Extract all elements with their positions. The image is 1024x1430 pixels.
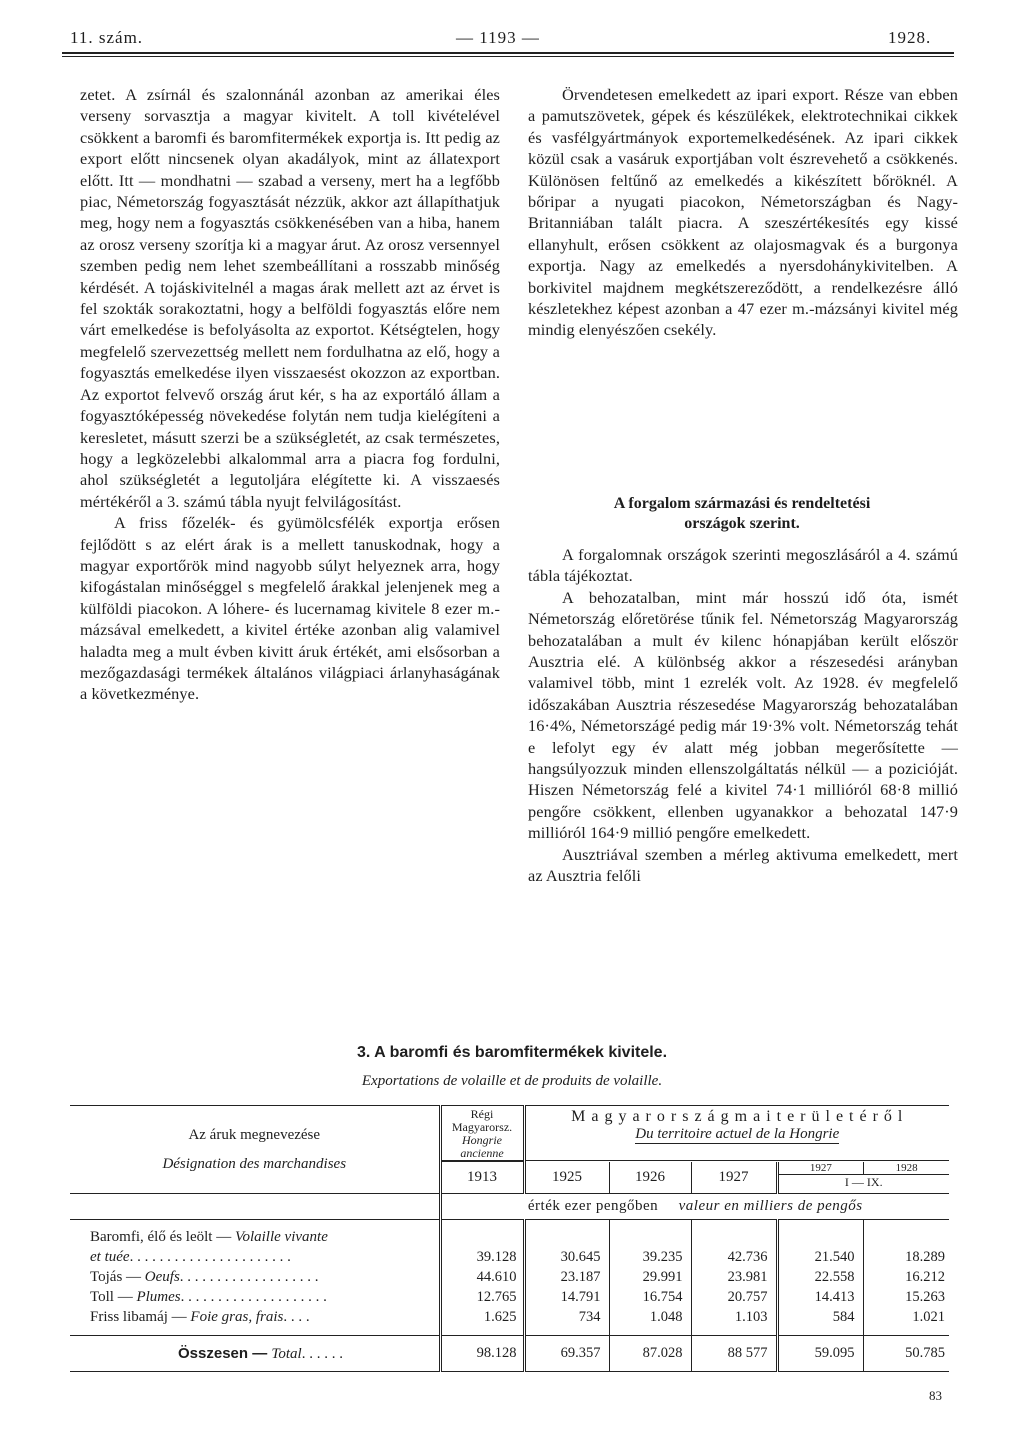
row-name-hu: Toll — [90, 1289, 137, 1305]
period-header [777, 1162, 949, 1194]
cell-value: 21.540 [777, 1248, 863, 1268]
row-name-fr: Oeufs [144, 1269, 180, 1285]
year-1927: 1927 [691, 1162, 777, 1194]
cell-value: 20.757 [691, 1288, 777, 1308]
cell-value: 1.625 [440, 1308, 524, 1328]
table-title: 3. A baromfi és baromfitermékek kivitele. [356, 1044, 668, 1061]
row-name-fr: Plumes [136, 1289, 181, 1305]
total-name-hu: Összesen — [178, 1344, 272, 1362]
row-dots: . . . . [283, 1309, 310, 1325]
unit-hu: érték ezer pengőben [527, 1198, 659, 1214]
page-header-year: 1928. [888, 28, 932, 47]
header-desc-hu: Az áruk megnevezése [188, 1126, 321, 1143]
right-column-bottom [528, 544, 958, 887]
section-heading-line: A forgalom származási és rendeltetési [613, 495, 871, 512]
paragraph: A forgalomnak országok szerinti megoszlásáról a 4. számú tábla tájékoztat. [528, 545, 958, 586]
total-value: 59.095 [777, 1336, 863, 1372]
table-row [70, 1308, 949, 1328]
total-value: 69.357 [524, 1336, 609, 1372]
row-dots: . . . . . . [301, 1345, 343, 1362]
cell-value: 14.413 [777, 1288, 863, 1308]
table-total-row [70, 1336, 949, 1372]
total-name-fr: Total [271, 1345, 302, 1362]
row-dots: . . . . . . . . . . . . . . . . . . . [179, 1269, 319, 1285]
paragraph: Ausztriával szemben a mérleg aktivuma emelkedett, mert az Ausztria felőli [528, 844, 958, 886]
page-header-issue: 11. szám. [70, 28, 144, 47]
table-row [70, 1268, 949, 1288]
year-1925: 1925 [524, 1162, 609, 1194]
year-1913: 1913 [440, 1162, 524, 1194]
cell-value: 12.765 [440, 1288, 524, 1308]
cell-value: 16.754 [609, 1288, 691, 1308]
paragraph: A friss főzelék- és gyümölcsfélék exportja erősen fejlődött s az elért árak is a mellett tanuskodnak, hogy a magyar exportőrök mind nagyobb súlyt helyeznek arra, hogy kifogástalan minőséggel s megfelelő árakkal jelenjenek meg a külföldi piacokon. A lóhere- és lucernamag kivitele 8 ezer m.-mázsával emelkedett, a kivitel értéke azonban alig valamivel haladta meg a mult évben kivitt áruk értékét, ami elsősorban a mezőgazdasági termékek általános világpiaci árlanyhaságának a következménye. [80, 513, 500, 704]
header-rule-thin [62, 56, 954, 57]
header-rule [62, 52, 954, 54]
row-name-hu: Tojás — [90, 1269, 145, 1285]
table-subtitle: Exportations de volaille et de produits de volaille. [361, 1073, 663, 1089]
old-hu-label-2: Magyarorsz. [451, 1120, 513, 1134]
header-description [70, 1106, 440, 1194]
cell-value: 39.128 [440, 1248, 524, 1268]
left-column [80, 84, 500, 705]
table-row [70, 1228, 949, 1248]
table-row [70, 1288, 949, 1308]
page-number: 83 [929, 1388, 942, 1403]
header-current-territory [524, 1106, 949, 1161]
old-fr-label-1: Hongrie [462, 1133, 502, 1147]
header-old-hungary [440, 1106, 524, 1162]
row-name-fr: Volaille vivante [234, 1229, 328, 1245]
total-value: 88 577 [691, 1336, 777, 1372]
paragraph: Örvendetesen emelkedett az ipari export. Része van ebben a pamutszövetek, gépek és készülékek, elektrotechnikai cikkek és vasfélgyártmányok exportemelkedésének. Az ipari cikkek közül csak a vasáruk exportjában volt észrevehető a csökkenés. Különösen feltűnő az emelkedés a kikészített bőröknél. A bőripar a nyugati piacokon, Németországban és Nagy-Britanniában talált piacra. A szeszértékesítés egy kissé ellanyhult, erősen csökkent az olajosmagvak és a burgonya exportja. Nagy az emelkedés a nyersdohánykivitelben. A borkivitel majdnem megkétszereződött, a rendelkezésre álló készletekhez képest azonban a 47 ezer m.-mázsányi kivitel még mindig elenyészően csekély. [528, 85, 958, 340]
header-desc-fr: Désignation des marchandises [162, 1155, 347, 1172]
cell-value: 14.791 [524, 1288, 609, 1308]
table-row [70, 1248, 949, 1268]
year-1928-period: 1928 [895, 1161, 918, 1174]
row-name-hu: Friss libamáj — [90, 1309, 191, 1325]
unit-fr: valeur en milliers de pengős [678, 1198, 863, 1214]
page-header-page: — 1193 — [456, 28, 540, 47]
row-dots: . . . . . . . . . . . . . . . . . . . . [180, 1289, 327, 1305]
row-name-fr-cont: et tuée [90, 1249, 130, 1265]
cell-value: 734 [524, 1308, 609, 1328]
section-heading-line: országok szerint. [684, 515, 800, 532]
cell-value: 584 [777, 1308, 863, 1328]
cell-value: 44.610 [440, 1268, 524, 1288]
row-name-fr: Foie gras, frais [190, 1309, 284, 1325]
total-value: 98.128 [440, 1336, 524, 1372]
year-1927-period: 1927 [779, 1162, 865, 1174]
current-fr-label: Du territoire actuel de la Hongrie [635, 1126, 840, 1142]
cell-value: 22.558 [777, 1268, 863, 1288]
cell-value: 1.103 [691, 1308, 777, 1328]
period-label: I — IX. [844, 1174, 883, 1189]
cell-value: 16.212 [905, 1269, 945, 1285]
total-value: 87.028 [609, 1336, 691, 1372]
paragraph: A behozatalban, mint már hosszú idő óta, ismét Németország előretörése tűnik fel. Németország Magyarország behozatalában a mult év kilenc hónapjában került először Ausztria elé. A különbség akkor a részesedési arányban valamivel több, mint 1 ezrelék volt. Az 1928. év megfelelő időszakában Ausztria részesedése Magyarország behozatalában 16·4%, Németországé pedig már 19·3% volt. Németország tehát e lefolyt egy év alatt még jobban megerősítette — hangsúlyozzuk minden ellenszolgáltatás nélkül — a pozicióját. Hiszen Németország felé a kivitel 74·1 millióról 68·8 millió pengőre csökkent, ellenben ugyanakkor a behozatal 147·9 millióról 164·9 millió pengőre emelkedett. [528, 587, 958, 843]
cell-value: 42.736 [691, 1248, 777, 1268]
cell-value: 39.235 [609, 1248, 691, 1268]
cell-value: 30.645 [524, 1248, 609, 1268]
cell-value: 29.991 [609, 1268, 691, 1288]
cell-value: 23.187 [524, 1268, 609, 1288]
cell-value: 1.048 [609, 1308, 691, 1328]
old-fr-label-2: ancienne [442, 1147, 523, 1161]
row-dots: . . . . . . . . . . . . . . . . . . . . . . [129, 1249, 291, 1265]
cell-value: 18.289 [905, 1249, 945, 1265]
cell-value: 1.021 [912, 1309, 945, 1325]
year-1926: 1926 [609, 1162, 691, 1194]
cell-value: 23.981 [691, 1268, 777, 1288]
row-name-hu: Baromfi, élő és leölt — [90, 1229, 235, 1245]
export-table [70, 1105, 949, 1372]
old-hu-label-1: Régi [470, 1107, 494, 1121]
cell-value: 15.263 [905, 1289, 945, 1305]
right-column-top [528, 84, 958, 341]
total-value: 50.785 [863, 1336, 949, 1372]
section-heading [526, 494, 958, 534]
unit-row [440, 1194, 949, 1220]
current-hu-label: M a g y a r o r s z á g m a i t e r ü l e t é r ő l [571, 1108, 904, 1125]
paragraph: zetet. A zsírnál és szalonnánál azonban az amerikai éles verseny sorvasztja a magyar kivitelt. A toll kivételével csökkent a baromfi és baromfitermékek exportja is. Itt pedig az export előtt nincsenek olyan akadályok, mint az állatexport előtt. Itt — mondhatni — szabad a verseny, mert ha a legfőbb piac, Németország fogyasztását nézzük, akkor azt állapíthatjuk meg, hogy nem a fogyasztás csökkenésében van a hiba, hanem az orosz verseny szorítja ki a magyar árut. Az orosz versennyel szemben pedig nem lehet szembeállítani a rosszabb minőség kérdését. A tojáskivitelnél a magas árak mellett azt az érvet is fel szokták sorakoztatni, hogy a belföldi fogyasztás előre nem várt emelkedése is befolyásolta az exportot. Kétségtelen, hogy megfelelő szervezettség mellett nem fordulhatna az elő, hogy a fogyasztás emelkedése ilyen visszaesést okozzon az exportban. Az exportot felvevő ország árut kér, s ha az exportáló állam a fogyasztóképesség növekedése folytán nem tudja kielégíteni a keresletet, másutt szerzi be a szükségletét, az csak természetes, hogy a legközelebbi alkalommal arra a piacra fog fordulni, ahol szükségletét a legutoljára elégítette ki. A visszaesés mértékéről a 3. számú tábla nyujt felvilágosítást. [80, 85, 500, 511]
